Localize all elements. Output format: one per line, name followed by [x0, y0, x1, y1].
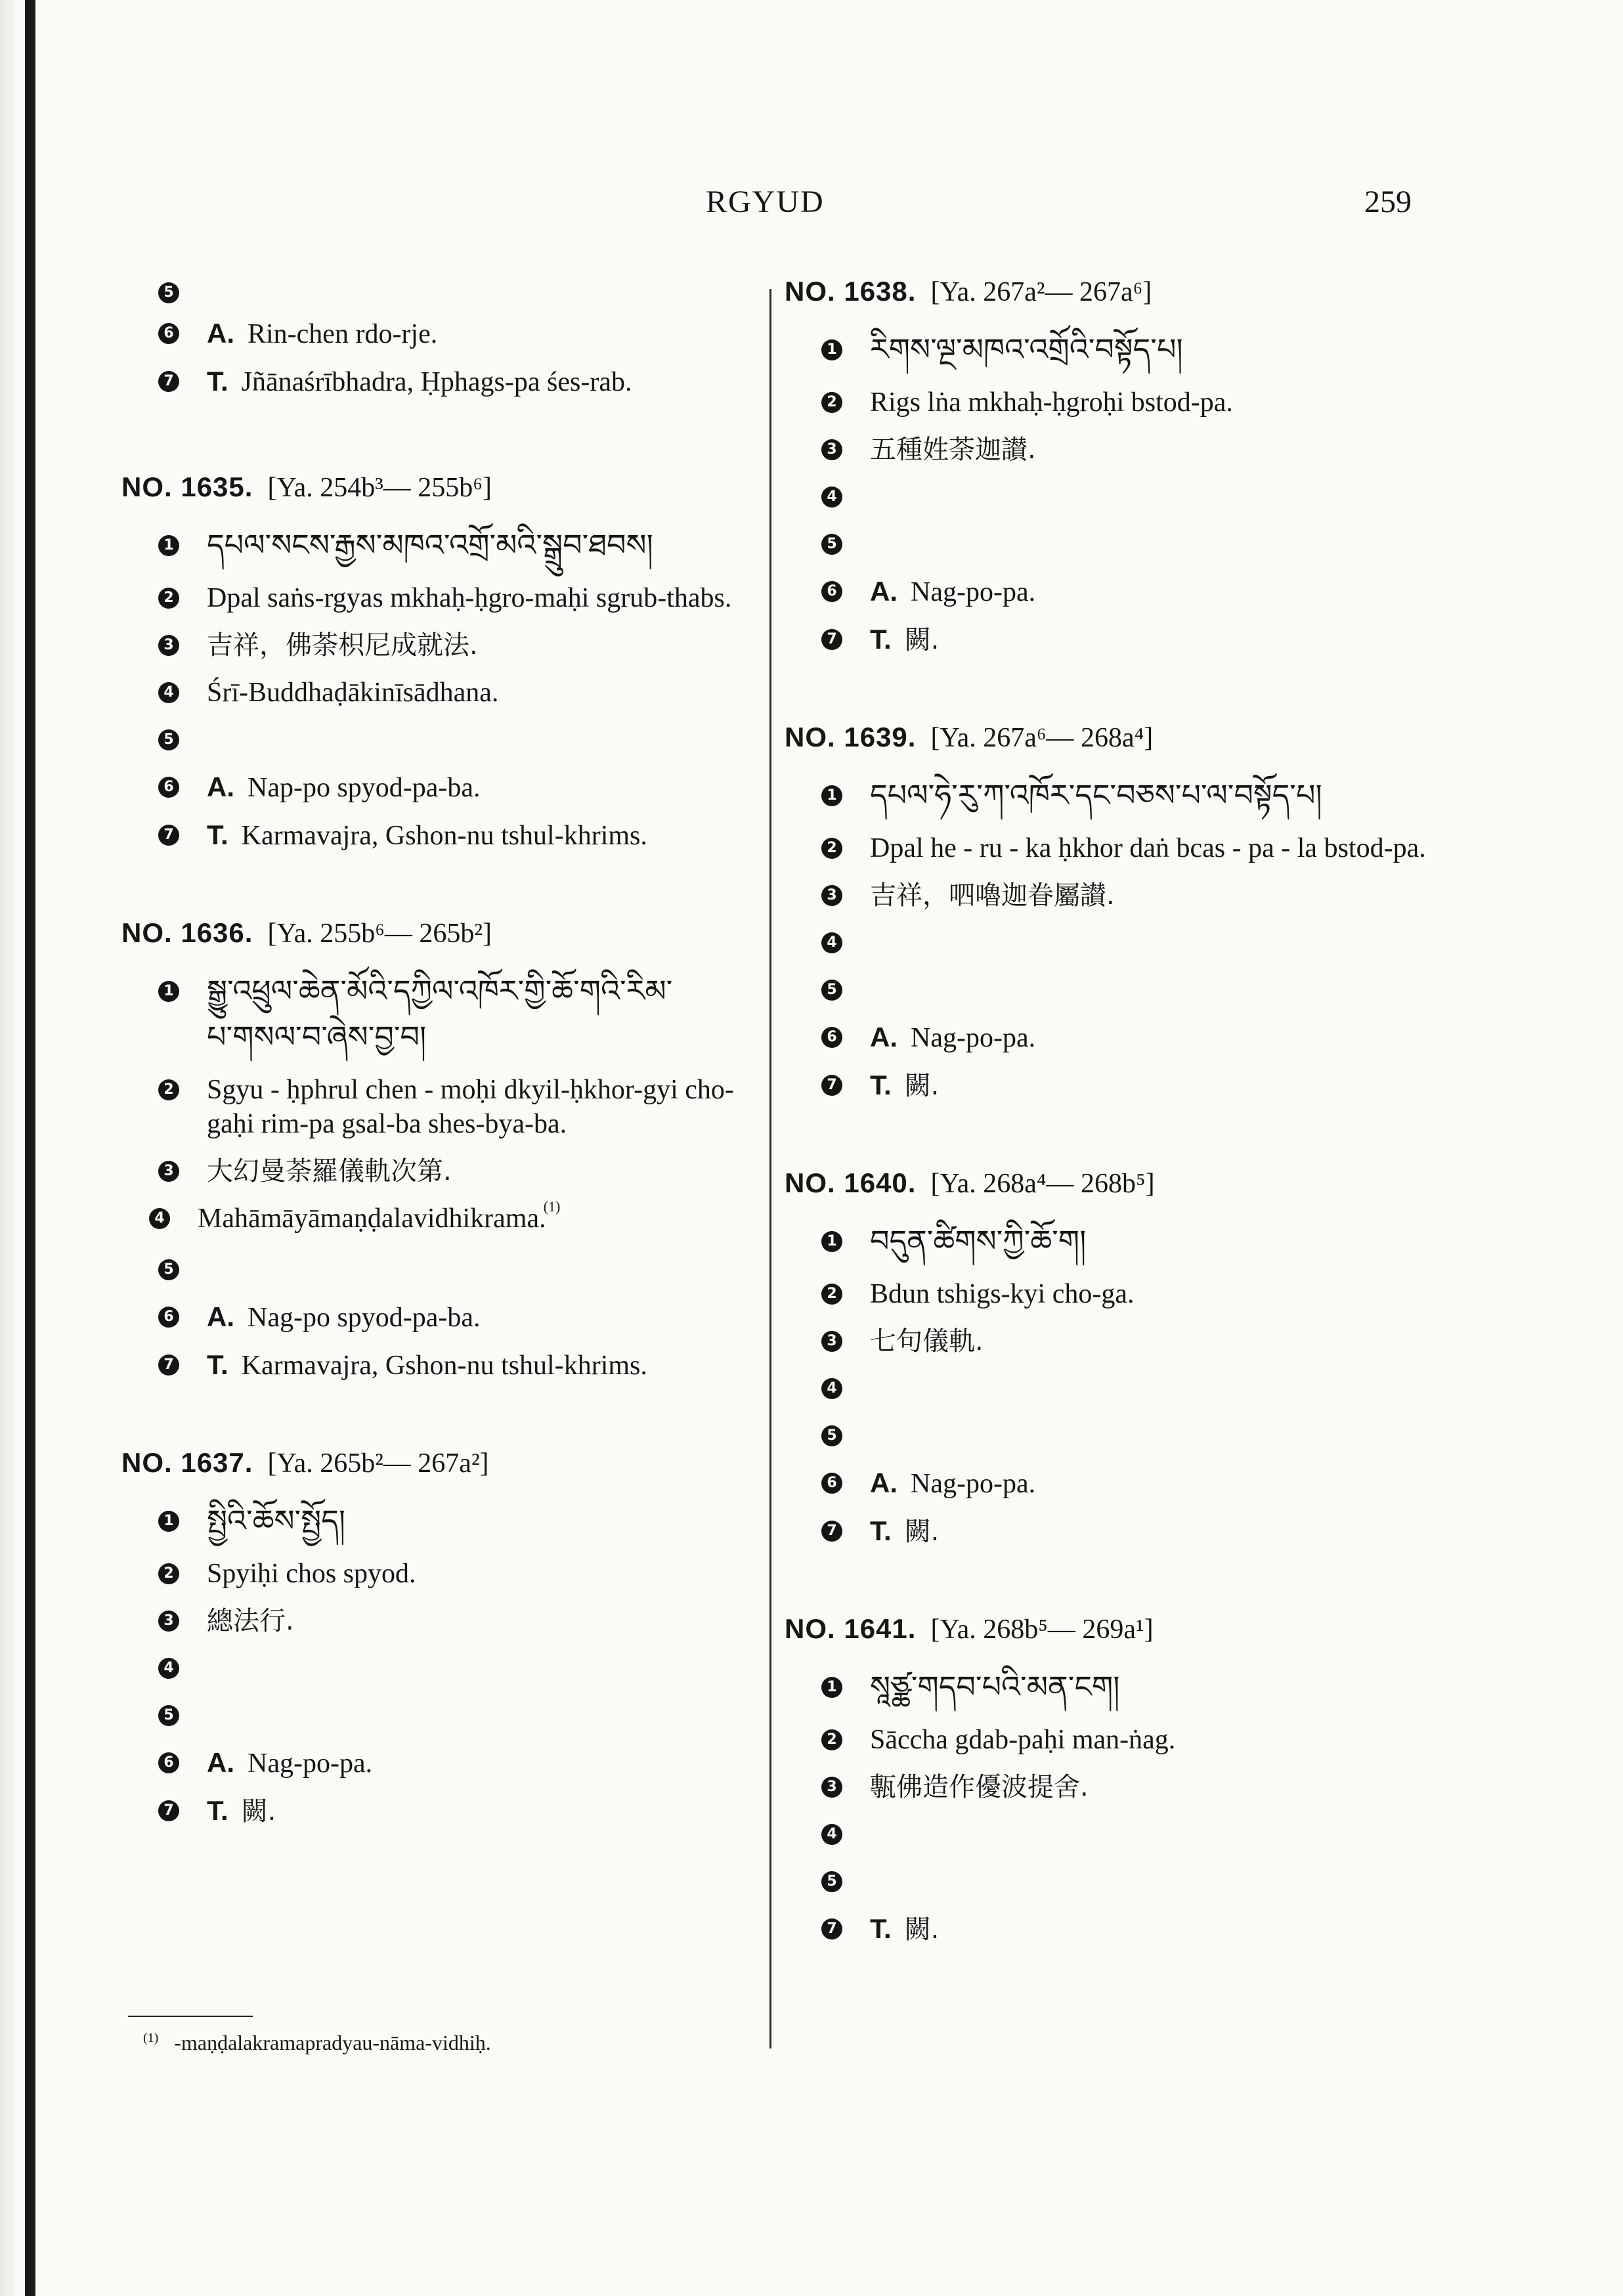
author-name: Rin-chen rdo-rje.: [248, 319, 438, 349]
circled-number-5: 5: [158, 729, 179, 750]
folio-reference: [Ya. 267a⁶— 268a⁴]: [930, 723, 1154, 753]
tibetan-title-line-1: སྒྱུ་འཕྲུལ་ཆེན་མོའི་དཀྱིལ་འཁོར་གྱི་ཆོ་གའི་རིམ་: [207, 973, 673, 1008]
translator-name: 闕.: [904, 625, 940, 655]
transliteration: Dpal saṅs-rgyas mkhaḥ-ḥgro-maḥi sgrub-thabs.: [207, 583, 732, 613]
line-5: [785, 973, 1467, 1007]
folio-reference: [Ya. 254b³— 255b⁶]: [267, 473, 492, 503]
chinese-title: 總法行.: [207, 1606, 294, 1636]
folio-reference: [Ya. 265b²— 267a²]: [267, 1448, 489, 1479]
tibetan-title-line-2: པ་གསལ་བ་ཞེས་བྱ་བ།: [207, 1019, 427, 1054]
sanskrit-title: Śrī-Buddhaḍākinīsādhana.: [207, 678, 499, 708]
circled-number-5: 5: [158, 282, 179, 303]
entry-heading: [785, 276, 1467, 308]
circled-number-5: 5: [158, 1705, 179, 1726]
translator-label: T.: [870, 1070, 892, 1100]
author-label: A.: [207, 771, 234, 802]
tibetan-title: དཔལ་སངས་རྒྱས་མཁའ་འགྲོ་མའི་སྒྲུབ་ཐབས།: [207, 527, 653, 563]
line-translator: [121, 364, 771, 399]
circled-number-5: 5: [821, 1425, 842, 1446]
line-4: [785, 1817, 1467, 1852]
circled-number-2: 2: [821, 1729, 842, 1750]
transliteration: Bdun tshigs-kyi cho-ga.: [870, 1279, 1135, 1309]
folio-reference: [Ya. 255b⁶— 265b²]: [267, 919, 492, 949]
entry-continuation: [121, 276, 771, 399]
circled-number-6: 6: [821, 581, 842, 602]
author-name: Nag-po-pa.: [248, 1748, 373, 1779]
page-number: 259: [1364, 184, 1412, 219]
line-translator: [785, 1514, 1467, 1549]
circled-number-7: 7: [158, 1800, 179, 1821]
folio-reference: [Ya. 268b⁵— 269a¹]: [930, 1614, 1154, 1645]
folio-reference: [Ya. 268a⁴— 268b⁵]: [930, 1169, 1155, 1199]
entry-number: NO. 1635.: [121, 471, 253, 502]
entry-number: NO. 1640.: [785, 1167, 917, 1198]
translator-label: T.: [870, 624, 892, 655]
translator-label: T.: [207, 819, 228, 850]
entry-number: NO. 1639.: [785, 722, 917, 752]
translator-name: 闕.: [904, 1915, 940, 1945]
translator-label: T.: [207, 366, 228, 397]
entry-1638: [785, 276, 1467, 657]
line-translator: [121, 818, 771, 853]
circled-number-6: 6: [821, 1027, 842, 1048]
line-transliteration: [785, 1723, 1467, 1757]
entry-number: NO. 1638.: [785, 276, 917, 307]
translator-name: 闕.: [904, 1517, 940, 1547]
sanskrit-title: Mahāmāyāmaṇḍalavidhikrama.: [198, 1203, 546, 1234]
line-5: [121, 276, 771, 303]
circled-number-3: 3: [821, 885, 842, 906]
circled-number-1: 1: [158, 1511, 179, 1532]
entry-1641: [785, 1613, 1467, 1947]
tibetan-title: བདུན་ཚིགས་ཀྱི་ཆོ་ག།: [870, 1223, 1087, 1259]
line-transliteration: [785, 385, 1467, 420]
author-label: A.: [870, 1022, 898, 1052]
circled-number-2: 2: [158, 1079, 179, 1100]
author-label: A.: [870, 576, 898, 607]
entry-1635: [121, 471, 771, 853]
line-chinese: [785, 878, 1467, 913]
circled-number-5: 5: [158, 1259, 179, 1280]
line-chinese: [121, 1154, 771, 1188]
circled-number-7: 7: [158, 371, 179, 392]
left-column: [121, 276, 771, 1893]
translator-label: T.: [870, 1515, 892, 1546]
entry-number: NO. 1641.: [785, 1613, 917, 1644]
line-transliteration: [785, 831, 1467, 865]
circled-number-7: 7: [821, 1918, 842, 1939]
chinese-title: 大幻曼荼羅儀軌次第.: [207, 1156, 452, 1186]
tibetan-title: རིགས་ལྔ་མཁའ་འགྲོའི་བསྟོད་པ།: [870, 332, 1183, 367]
entry-heading: [121, 917, 771, 949]
line-tibetan: [785, 1664, 1467, 1710]
entry-heading: [121, 1447, 771, 1479]
line-author: [121, 316, 771, 351]
circled-number-7: 7: [158, 825, 179, 846]
line-chinese: [121, 1604, 771, 1638]
circled-number-6: 6: [158, 777, 179, 798]
line-4: [785, 926, 1467, 960]
line-chinese: [785, 433, 1467, 467]
running-title: RGYUD: [706, 184, 825, 219]
footnote-text: -maṇḍalakramapradyau-nāma-vidhiḥ.: [174, 2031, 491, 2054]
line-translator: [121, 1348, 771, 1383]
circled-number-6: 6: [821, 1473, 842, 1494]
chinese-title: 甎佛造作優波提舍.: [870, 1772, 1089, 1802]
circled-number-6: 6: [158, 1752, 179, 1773]
circled-number-1: 1: [158, 981, 179, 1002]
translator-label: T.: [870, 1913, 892, 1944]
author-name: Nap-po spyod-pa-ba.: [248, 773, 481, 803]
entry-heading: [785, 1613, 1467, 1645]
line-tibetan: [121, 968, 771, 1060]
footnote-rule: [128, 2016, 253, 2017]
translator-name: Jñānaśrībhadra, Ḥphags-pa śes-rab.: [241, 367, 632, 397]
circled-number-4: 4: [149, 1208, 170, 1229]
line-author: [785, 574, 1467, 609]
line-author: [785, 1466, 1467, 1501]
line-chinese: [785, 1324, 1467, 1358]
chinese-title: 五種姓荼迦讃.: [870, 435, 1036, 465]
author-name: Nag-po spyod-pa-ba.: [248, 1303, 481, 1333]
line-5: [121, 1699, 771, 1733]
circled-number-2: 2: [821, 1284, 842, 1305]
right-column: [785, 276, 1467, 2011]
scan-binding-edge: [25, 0, 35, 2296]
translator-name: Karmavajra, Gshon-nu tshul-khrims.: [241, 821, 647, 851]
circled-number-3: 3: [158, 635, 179, 656]
chinese-title: 七句儀軌.: [870, 1326, 984, 1356]
circled-number-5: 5: [821, 534, 842, 555]
entry-number: NO. 1637.: [121, 1447, 253, 1478]
circled-number-6: 6: [158, 1307, 179, 1328]
translator-label: T.: [207, 1795, 228, 1826]
transliteration: Dpal he - ru - ka ḥkhor daṅ bcas - pa - la bstod-pa.: [870, 833, 1426, 863]
author-name: Nag-po-pa.: [911, 1469, 1036, 1499]
line-4: [785, 1372, 1467, 1406]
line-tibetan: [785, 772, 1467, 818]
tibetan-title: སྤྱིའི་ཆོས་སྤྱོད།: [207, 1503, 346, 1538]
circled-number-1: 1: [821, 785, 842, 806]
chinese-title: 吉祥，呬嚕迦眷屬讃.: [870, 880, 1115, 911]
footnote-marker: (1): [543, 1198, 561, 1215]
entry-heading: [121, 471, 771, 504]
transliteration: Sāccha gdab-paḥi man-ṅag.: [870, 1725, 1176, 1755]
author-name: Nag-po-pa.: [911, 577, 1036, 607]
author-name: Nag-po-pa.: [911, 1023, 1036, 1053]
circled-number-4: 4: [821, 1378, 842, 1399]
entry-1636: [121, 917, 771, 1383]
line-transliteration: [121, 581, 771, 615]
circled-number-1: 1: [821, 1677, 842, 1698]
circled-number-4: 4: [821, 932, 842, 953]
author-label: A.: [207, 1747, 234, 1778]
circled-number-5: 5: [821, 1871, 842, 1892]
line-transliteration: [785, 1277, 1467, 1311]
line-sanskrit: [112, 1198, 771, 1240]
line-5: [121, 1253, 771, 1287]
line-transliteration: [121, 1073, 771, 1141]
line-5: [785, 1419, 1467, 1453]
line-translator: [121, 1794, 771, 1829]
circled-number-2: 2: [158, 588, 179, 609]
circled-number-2: 2: [821, 392, 842, 413]
circled-number-4: 4: [821, 487, 842, 508]
translator-name: 闕.: [904, 1071, 940, 1101]
footnote: [143, 2031, 491, 2055]
circled-number-4: 4: [158, 682, 179, 703]
entry-1637: [121, 1447, 771, 1829]
entry-heading: [785, 722, 1467, 754]
line-tibetan: [785, 326, 1467, 372]
line-4: [785, 480, 1467, 514]
circled-number-1: 1: [158, 535, 179, 556]
circled-number-3: 3: [821, 1777, 842, 1798]
author-label: A.: [207, 1301, 234, 1332]
circled-number-3: 3: [821, 1331, 842, 1352]
circled-number-1: 1: [821, 1231, 842, 1252]
footnote-mark: (1): [143, 2031, 159, 2046]
circled-number-5: 5: [821, 980, 842, 1001]
scan-margin: [0, 0, 14, 2296]
circled-number-3: 3: [158, 1611, 179, 1632]
circled-number-4: 4: [158, 1658, 179, 1679]
entry-number: NO. 1636.: [121, 917, 253, 948]
line-translator: [785, 1068, 1467, 1103]
circled-number-3: 3: [821, 439, 842, 460]
line-5: [785, 527, 1467, 561]
circled-number-2: 2: [821, 838, 842, 859]
line-sanskrit: [121, 676, 771, 710]
line-author: [785, 1020, 1467, 1055]
line-5: [785, 1865, 1467, 1899]
translator-label: T.: [207, 1349, 228, 1380]
entry-heading: [785, 1167, 1467, 1200]
line-tibetan: [785, 1218, 1467, 1264]
circled-number-7: 7: [821, 1521, 842, 1542]
circled-number-1: 1: [821, 339, 842, 360]
transliteration: Spyiḥi chos spyod.: [207, 1559, 416, 1589]
entry-1639: [785, 722, 1467, 1103]
author-label: A.: [207, 318, 234, 349]
line-chinese: [785, 1770, 1467, 1804]
line-author: [121, 1746, 771, 1781]
circled-number-7: 7: [158, 1354, 179, 1375]
circled-number-2: 2: [158, 1563, 179, 1584]
chinese-title: 吉祥，佛荼枳尼成就法.: [207, 630, 478, 661]
folio-reference: [Ya. 267a²— 267a⁶]: [930, 277, 1152, 307]
tibetan-title: དཔལ་ཧེ་རུ་ཀ་འཁོར་དང་བཅས་པ་ལ་བསྟོད་པ།: [870, 777, 1322, 813]
entry-1640: [785, 1167, 1467, 1549]
transliteration: Rigs lṅa mkhaḥ-ḥgroḥi bstod-pa.: [870, 387, 1233, 418]
line-5: [121, 723, 771, 757]
circled-number-7: 7: [821, 1075, 842, 1096]
line-tibetan: [121, 522, 771, 568]
tibetan-title: སཱཙྪ་གདབ་པའི་མན་ངག།: [870, 1669, 1120, 1704]
line-translator: [785, 622, 1467, 657]
translator-name: Karmavajra, Gshon-nu tshul-khrims.: [241, 1351, 647, 1381]
circled-number-6: 6: [158, 323, 179, 344]
translator-name: 闕.: [241, 1796, 276, 1827]
circled-number-3: 3: [158, 1161, 179, 1182]
line-4: [121, 1651, 771, 1685]
transliteration: Sgyu - ḥphrul chen - moḥi dkyil-ḥkhor-gyi cho-gaḥi rim-pa gsal-ba shes-bya-ba.: [207, 1075, 734, 1139]
line-tibetan: [121, 1498, 771, 1544]
line-transliteration: [121, 1557, 771, 1591]
author-label: A.: [870, 1467, 898, 1498]
line-translator: [785, 1912, 1467, 1947]
line-chinese: [121, 628, 771, 662]
line-author: [121, 770, 771, 805]
circled-number-7: 7: [821, 629, 842, 650]
circled-number-4: 4: [821, 1824, 842, 1845]
line-author: [121, 1300, 771, 1335]
